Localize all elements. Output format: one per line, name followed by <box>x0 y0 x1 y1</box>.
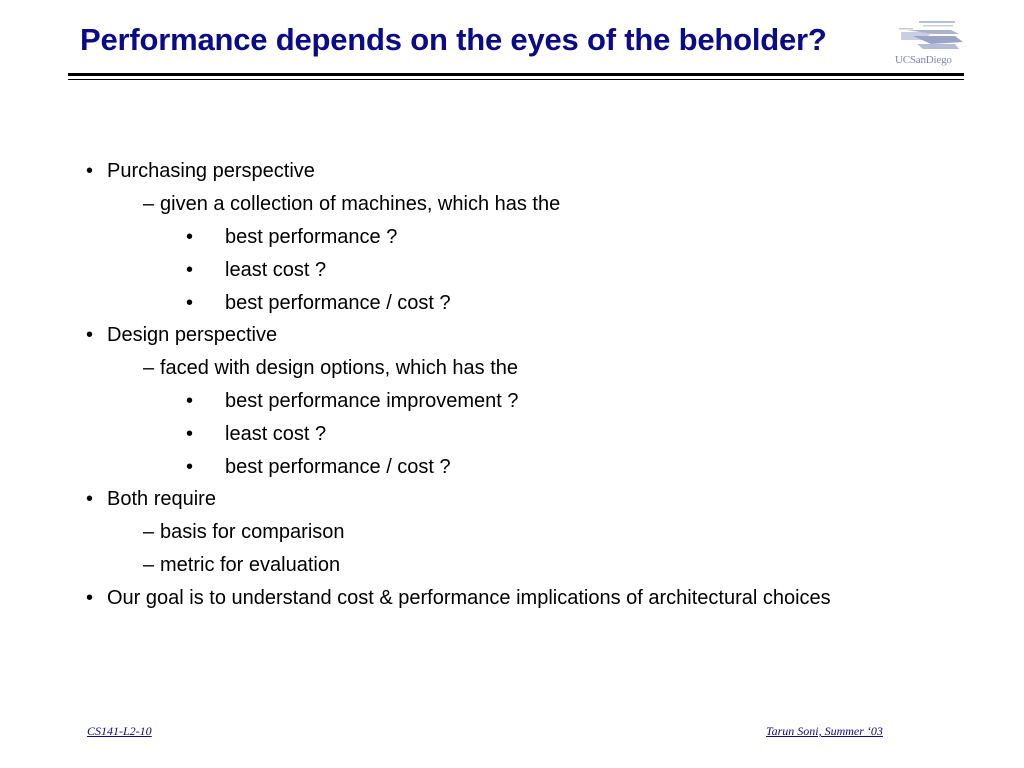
bullet-marker: • <box>86 160 94 182</box>
bullet-marker: • <box>86 324 94 346</box>
bullet-marker: • <box>186 456 194 478</box>
footer-slide-id: CS141-L2-10 <box>87 724 152 738</box>
bullet-marker: • <box>186 423 194 445</box>
bullet-marker: – <box>143 357 155 379</box>
bullet-text: metric for evaluation <box>160 554 341 576</box>
bullet-text: faced with design options, which has the <box>160 357 518 379</box>
bullet-text: Both require <box>107 488 216 510</box>
bullet-text: given a collection of machines, which has the <box>160 193 561 215</box>
bullet-text: best performance ? <box>225 226 398 248</box>
ucsd-logo-graphic <box>893 18 965 54</box>
bullet-text: best performance improvement ? <box>225 390 519 412</box>
bullet-text: Design perspective <box>107 324 278 346</box>
ucsd-logo-icon <box>893 18 965 72</box>
bullet-marker: • <box>186 390 194 412</box>
bullet-marker: • <box>186 292 194 314</box>
bullet-marker: • <box>86 587 94 609</box>
bullet-text: least cost ? <box>225 259 327 281</box>
bullet-text: Our goal is to understand cost & performance implications of architectural choices <box>107 587 831 609</box>
bullet-text: least cost ? <box>225 423 327 445</box>
bullet-marker: – <box>143 554 155 576</box>
bullet-marker: • <box>86 488 94 510</box>
bullet-marker: – <box>143 521 155 543</box>
bullet-marker: • <box>186 226 194 248</box>
bullet-text: basis for comparison <box>160 521 345 543</box>
footer-author: Tarun Soni, Summer ‘03 <box>766 724 883 738</box>
slide-title: Performance depends on the eyes of the beholder? <box>80 22 827 57</box>
bullet-text: best performance / cost ? <box>225 456 451 478</box>
bullet-marker: – <box>143 193 155 215</box>
logo-wordmark: UCSanDiego <box>895 54 952 66</box>
bullet-text: Purchasing perspective <box>107 160 315 182</box>
bullet-marker: • <box>186 259 194 281</box>
bullet-text: best performance / cost ? <box>225 292 451 314</box>
